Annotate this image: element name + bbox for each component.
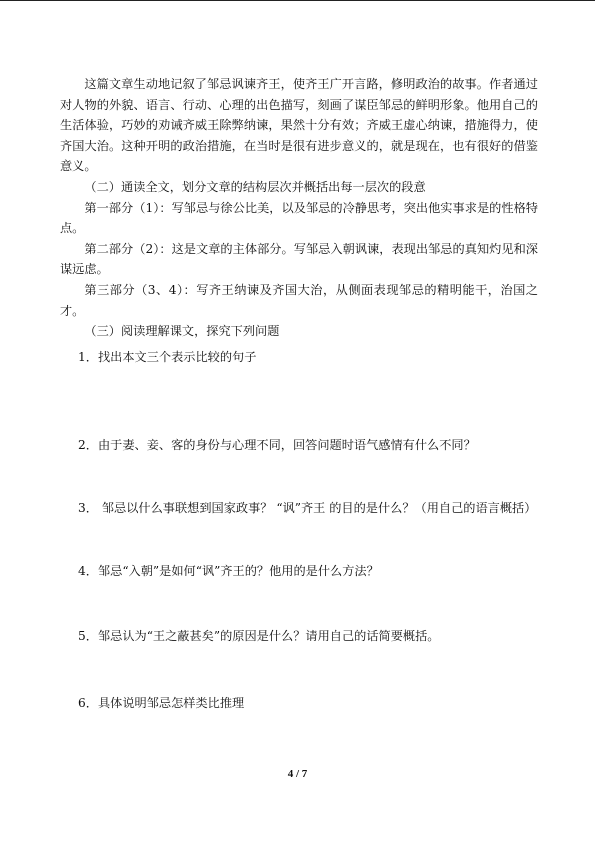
question-1: 1．找出本文三个表示比较的句子 bbox=[78, 350, 257, 364]
question-3: 3． 邹忌以什么事联想到国家政事？ “讽”齐王 的目的是什么？（用自己的语言概括） bbox=[78, 501, 537, 515]
question-4: 4．邹忌“入朝”是如何“讽”齐王的？他用的是什么方法？ bbox=[78, 564, 379, 578]
structure-part-1: 第一部分（1）：写邹忌与徐公比美，以及邹忌的冷静思考，突出他实事求是的性格特点。 bbox=[60, 200, 538, 236]
question-2: 2．由于妻、妾、客的身份与心理不同，回答问题时语气感情有什么不同？ bbox=[78, 438, 476, 452]
page-top-rule bbox=[0, 0, 595, 1]
question-6: 6．具体说明邹忌怎样类比推理 bbox=[78, 696, 245, 710]
section-3-heading: （三）阅读理解课文，探究下列问题 bbox=[84, 324, 280, 339]
structure-part-3: 第三部分（3、4）：写齐王纳谏及齐国大治，从侧面表现邹忌的精明能干，治国之才。 bbox=[60, 282, 538, 318]
document-body bbox=[60, 74, 538, 342]
question-5: 5．邹忌认为“王之蔽甚矣”的原因是什么？请用自己的话简要概括。 bbox=[78, 629, 440, 643]
intro-paragraph: 这篇文章生动地记叙了邹忌讽谏齐王，使齐王广开言路，修明政治的故事。作者通过对人物的外貌、语言、行动、心理的出色描写，刻画了谋臣邹忌的鲜明形象。他用自己的生活体验，巧妙的劝诫齐威王除弊纳谏，果然十分有效；齐威王虚心纳谏，措施得力，使齐国大治。这种开明的政治措施，在当时是很有进步意义的，就是现在，也有很好的借鉴意义。 bbox=[60, 77, 538, 174]
page-number: 4 / 7 bbox=[287, 768, 308, 780]
section-2-heading: （二）通读全文，划分文章的结构层次并概括出每一层次的段意 bbox=[84, 179, 426, 194]
structure-part-2: 第二部分（2）：这是文章的主体部分。写邹忌入朝讽谏，表现出邹忌的真知灼见和深谋远虑。 bbox=[60, 241, 538, 277]
